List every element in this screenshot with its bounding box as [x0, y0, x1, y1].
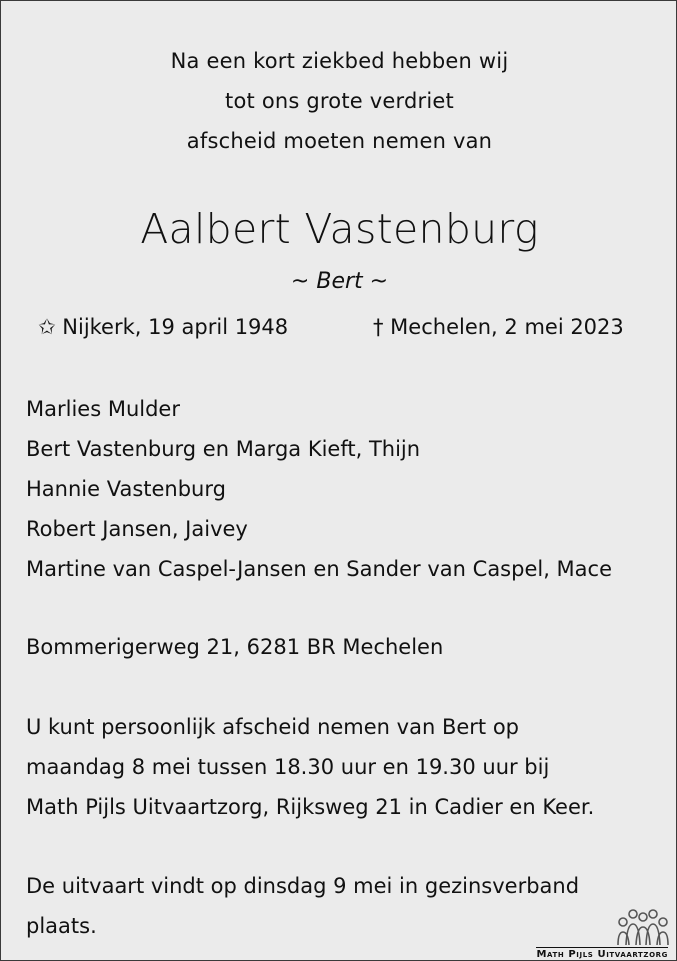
visitation-line: Math Pijls Uitvaartzorg, Rijksweg 21 in Cadier en Keer. — [26, 795, 595, 819]
intro-text — [1, 41, 677, 161]
family-list — [26, 389, 612, 589]
birth-date: ✩ Nijkerk, 19 april 1948 — [38, 315, 289, 339]
funeral-info — [26, 866, 579, 946]
family-member: Martine van Caspel-Jansen en Sander van Caspel, Mace — [26, 557, 613, 581]
funeral-line: De uitvaart vindt op dinsdag 9 mei in gezinsverband — [26, 874, 580, 898]
funeral-home-logo-text: Math Pijls Uitvaartzorg — [536, 949, 668, 960]
visitation-info — [26, 707, 594, 827]
intro-line: afscheid moeten nemen van — [186, 129, 493, 153]
visitation-line: maandag 8 mei tussen 18.30 uur en 19.30 uur bij — [26, 755, 550, 779]
death-date: † Mechelen, 2 mei 2023 — [373, 315, 624, 339]
intro-line: Na een kort ziekbed hebben wij — [170, 49, 509, 73]
family-member: Bert Vastenburg en Marga Kieft, Thijn — [26, 437, 421, 461]
family-member: Marlies Mulder — [26, 397, 180, 421]
address: Bommerigerweg 21, 6281 BR Mechelen — [26, 635, 444, 659]
visitation-line: U kunt persoonlijk afscheid nemen van Bert op — [26, 715, 519, 739]
family-member: Hannie Vastenburg — [26, 477, 226, 501]
funeral-line: plaats. — [26, 914, 97, 938]
family-member: Robert Jansen, Jaivey — [26, 517, 248, 541]
people-group-icon — [617, 908, 669, 946]
deceased-nickname: ~ Bert ~ — [290, 269, 389, 294]
deceased-name: Aalbert Vastenburg — [140, 205, 539, 253]
intro-line: tot ons grote verdriet — [225, 89, 454, 113]
